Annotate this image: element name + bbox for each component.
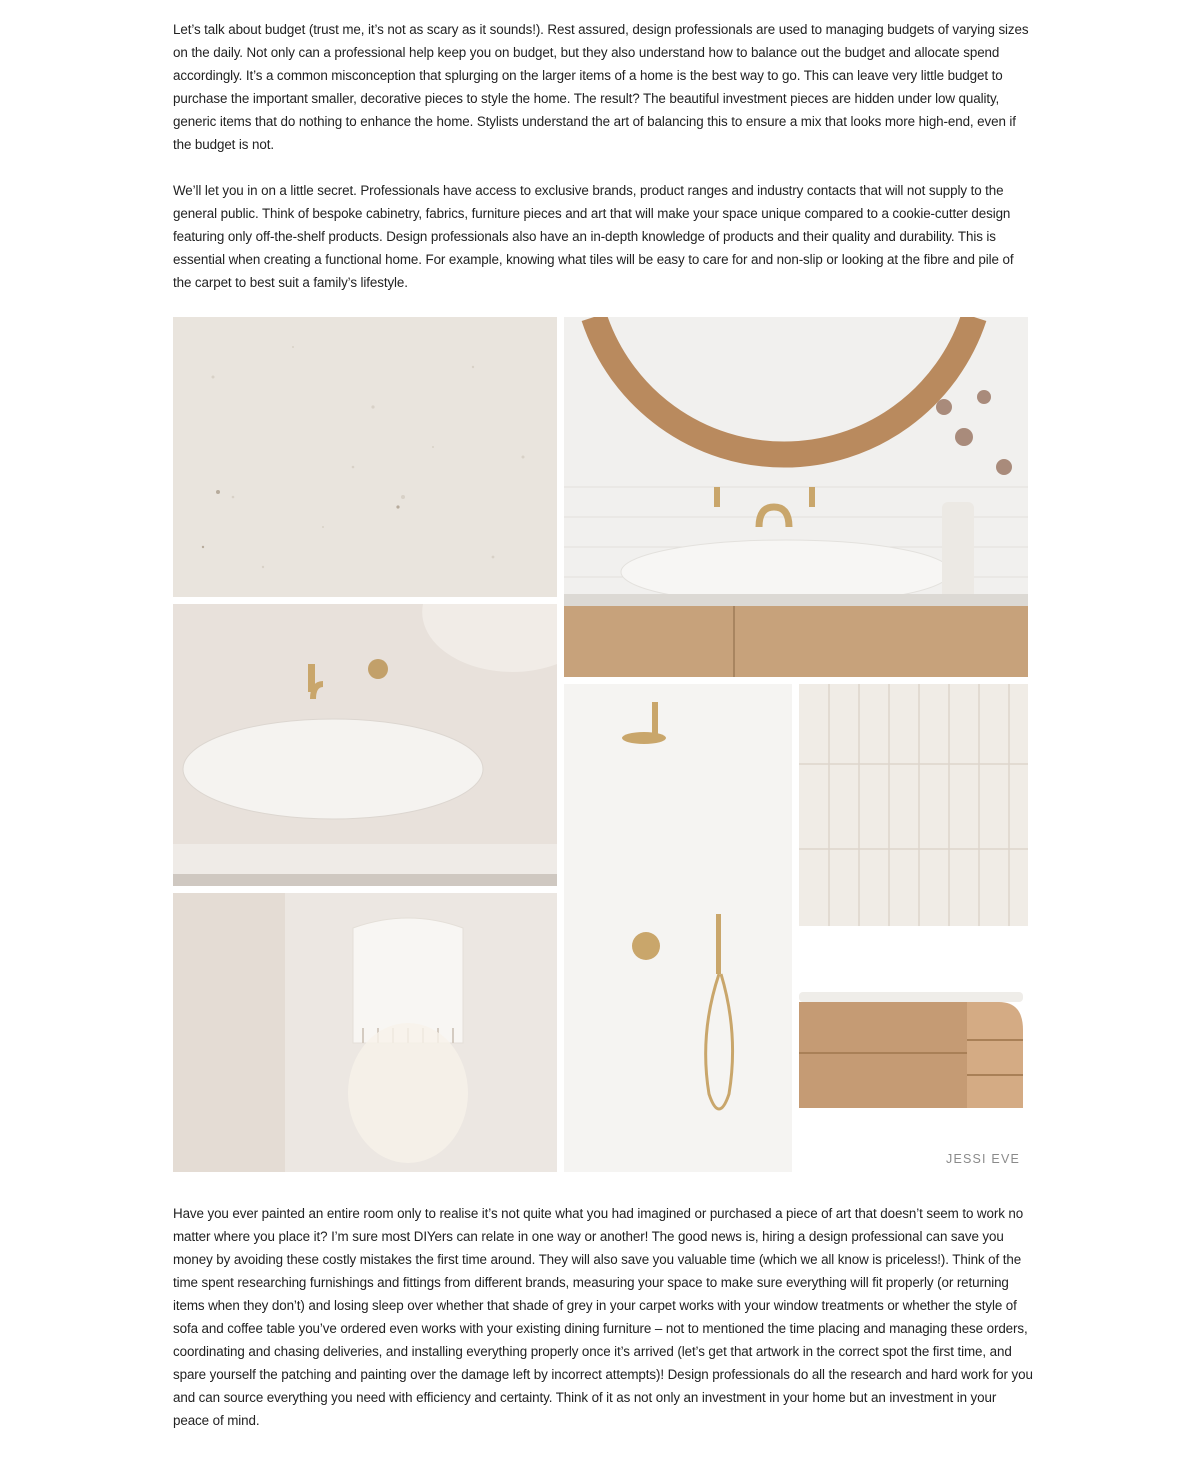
- stone-texture-image: [173, 317, 557, 597]
- shower-fixtures-image: [564, 684, 792, 1172]
- article-paragraph-budget: Let’s talk about budget (trust me, it’s not as scary as it sounds!). Rest assured, design professionals are used to managing budgets of varying sizes on the daily. Not only can a professional help keep you on budget, but they also understand how to balance out the budget and allocate spend accordingly. It’s a common misconception that splurging on the larger items of a home is the best way to go. This can leave very little budget to purchase the important smaller, decorative pieces to style the home. The result? The beautiful investment pieces are hidden under low quality, generic items that do nothing to enhance the home. Stylists understand the art of balancing this to ensure a mix that looks more high-end, even if the budget is not.: [173, 22, 1029, 152]
- handmade-tile-texture-image: [799, 684, 1028, 926]
- article-paragraph-secret: We’ll let you in on a little secret. Professionals have access to exclusive brands, product ranges and industry contacts that will not supply to the general public. Think of bespoke cabinetry, fabrics, furniture pieces and art that will make your space unique compared to a cookie-cutter design featuring only off-the-shelf products. Design professionals also have an in-depth knowledge of products and their quality and durability. This is essential when creating a functional home. For example, knowing what tiles will be easy to care for and non-slip or looking at the fibre and pile of the carpet to best suit a family’s lifestyle.: [173, 183, 1014, 290]
- round-mirror-vanity-image: [564, 317, 1028, 677]
- photo-credit: JESSI EVE: [946, 1152, 1021, 1166]
- oval-basin-image: [173, 604, 557, 886]
- timber-vanity-image: [799, 990, 1028, 1110]
- article-paragraph-mistakes: Have you ever painted an entire room only to realise it’s not quite what you had imagined or purchased a piece of art that doesn’t seem to work no matter where you place it? I’m sure most DIYers can relate in one way or another! The good news is, hiring a design professional can save you money by avoiding these costly mistakes the first time around. They will also save you valuable time (which we all know is priceless!). Think of the time spent researching furnishings and fittings from different brands, measuring your space to make sure everything will fit properly (or returning items when they don’t) and losing sleep over whether that shade of grey in your carpet works with your window treatments or whether the style of sofa and coffee table you’ve ordered even works with your existing dining furniture – not to mentioned the time placing and managing these orders, coordinating and chasing deliveries, and installing everything properly once it’s arrived (let’s get that artwork in the correct spot the first time, and spare yourself the patching and painting over the damage left by incorrect attempts)! Design professionals do all the research and hard work for you and can source everything you need with efficiency and certainty. Think of it as not only an investment in your home but an investment in your peace of mind.: [173, 1206, 1033, 1428]
- wall-sconce-image: [173, 893, 557, 1172]
